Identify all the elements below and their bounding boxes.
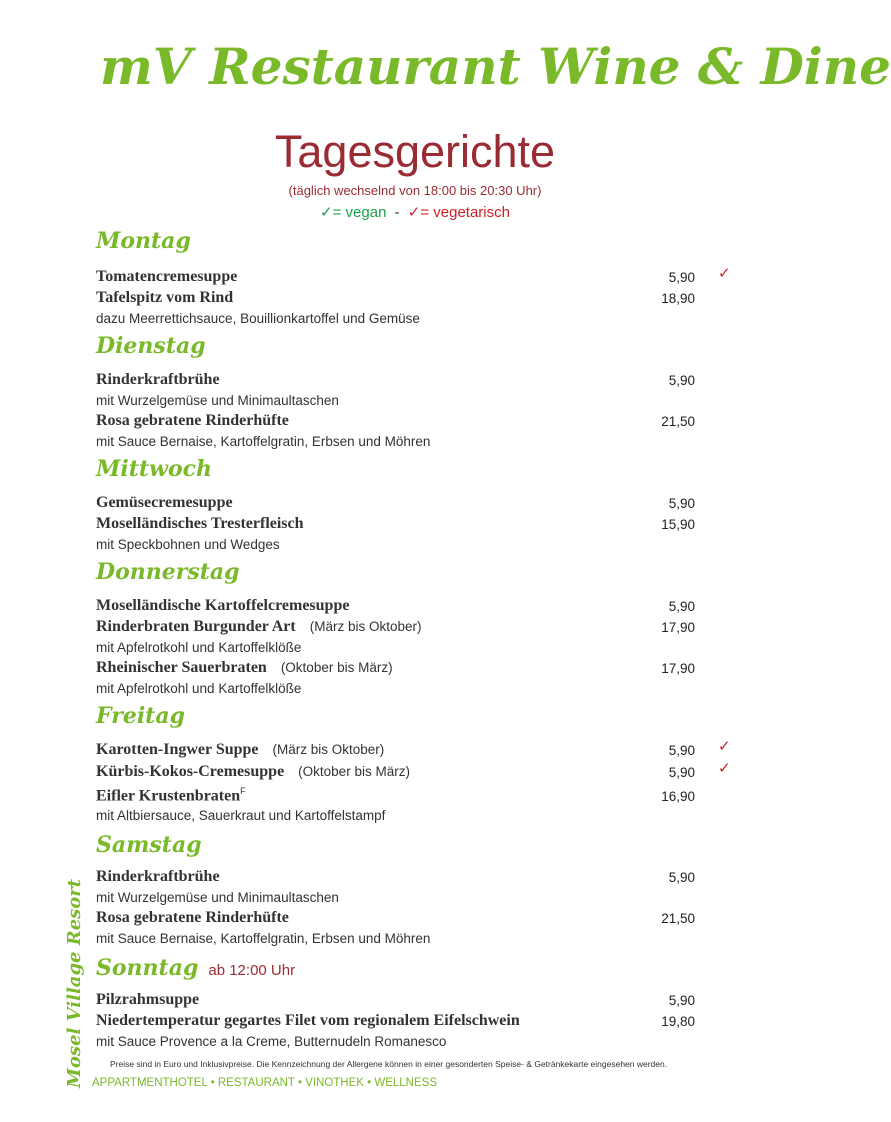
dish-price: 16,90 — [661, 789, 695, 804]
day-label: Sonntag — [96, 955, 199, 981]
dish-price: 19,80 — [661, 1014, 695, 1029]
vegan-legend — [320, 204, 386, 221]
allergen-mark: F — [240, 786, 246, 796]
vegan-label: = vegan — [332, 204, 387, 221]
dish-name: Pilzrahmsuppe — [96, 991, 200, 1008]
diet-legend — [0, 203, 830, 221]
dish-name: Rinderbraten Burgunder Art — [96, 618, 296, 635]
vegetarian-check-icon: ✓ — [718, 738, 731, 755]
opening-time: ab 12:00 Uhr — [208, 962, 296, 979]
dish-name: Moselländische Kartoffelcremesuppe — [96, 597, 350, 614]
day-heading-freitag: Freitag — [96, 703, 185, 729]
day-heading-samstag: Samstag — [96, 832, 202, 858]
check-icon: ✓ — [407, 204, 421, 221]
vegetarian-legend — [408, 204, 510, 221]
service-hours: (täglich wechselnd von 18:00 bis 20:30 Uhr) — [288, 183, 542, 198]
vegetarian-check-icon: ✓ — [718, 760, 731, 777]
dish-price: 18,90 — [661, 291, 695, 306]
dish-price: 17,90 — [661, 661, 695, 676]
vegetarian-label: = vegetarisch — [420, 204, 510, 221]
dish-row — [96, 741, 384, 759]
dish-price: 5,90 — [668, 496, 695, 511]
dish-description: mit Altbiersauce, Sauerkraut und Kartoffelstampf — [96, 808, 386, 823]
dish-row — [96, 786, 246, 805]
dish-row — [96, 763, 410, 781]
dish-name: Rinderkraftbrühe — [96, 371, 220, 388]
dish-price: 5,90 — [668, 599, 695, 614]
dish-price: 17,90 — [661, 620, 695, 635]
dish-price: 5,90 — [668, 270, 695, 285]
dish-name: Rheinischer Sauerbraten — [96, 659, 267, 676]
restaurant-logo: mV Restaurant Wine & Dine — [100, 37, 891, 96]
check-icon: ✓ — [320, 204, 333, 221]
dish-name: Gemüsecremesuppe — [96, 494, 233, 511]
dish-price: 5,90 — [668, 743, 695, 758]
legend-separator: - — [394, 204, 400, 221]
price-footnote: Preise sind in Euro und Inklusivpreise. Die Kennzeichnung der Allergene können in einer gesonderten Speise- & Getränkekarte eingesehen werden. — [110, 1059, 668, 1069]
season-note: (März bis Oktober) — [272, 742, 385, 757]
dish-name: Karotten-Ingwer Suppe — [96, 741, 259, 758]
dish-name: Rinderkraftbrühe — [96, 868, 220, 885]
season-note: (Oktober bis März) — [280, 660, 393, 675]
dish-price: 15,90 — [661, 517, 695, 532]
dish-description: mit Speckbohnen und Wedges — [96, 537, 280, 552]
footer-services: APPARTMENTHOTEL • RESTAURANT • VINOTHEK • WELLNESS — [92, 1077, 437, 1089]
dish-name: Niedertemperatur gegartes Filet vom regionalem Eifelschwein — [96, 1012, 520, 1029]
dish-price: 5,90 — [668, 993, 695, 1008]
day-heading-mittwoch: Mittwoch — [96, 456, 213, 482]
dish-name: Moselländisches Tresterfleisch — [96, 515, 304, 532]
dish-description: mit Apfelrotkohl und Kartoffelklöße — [96, 640, 302, 655]
day-heading-donnerstag: Donnerstag — [96, 559, 240, 585]
dish-description: dazu Meerrettichsauce, Bouillionkartoffel und Gemüse — [96, 311, 420, 326]
day-heading-dienstag: Dienstag — [96, 333, 206, 359]
dish-name: Kürbis-Kokos-Cremesuppe — [96, 763, 285, 780]
day-heading-sonntag — [96, 955, 295, 981]
dish-description: mit Sauce Provence a la Creme, Butternudeln Romanesco — [96, 1034, 447, 1049]
page-title: Tagesgerichte — [274, 126, 556, 177]
dish-row — [96, 618, 422, 636]
dish-name: Rosa gebratene Rinderhüfte — [96, 412, 289, 429]
dish-price: 5,90 — [668, 765, 695, 780]
dish-description: mit Sauce Bernaise, Kartoffelgratin, Erbsen und Möhren — [96, 434, 431, 449]
dish-name: Tafelspitz vom Rind — [96, 289, 234, 306]
dish-description: mit Wurzelgemüse und Minimaultaschen — [96, 393, 339, 408]
dish-price: 5,90 — [668, 373, 695, 388]
dish-description: mit Apfelrotkohl und Kartoffelklöße — [96, 681, 302, 696]
day-heading-montag: Montag — [96, 228, 191, 254]
dish-price: 21,50 — [661, 414, 695, 429]
dish-name: Rosa gebratene Rinderhüfte — [96, 909, 289, 926]
dish-name: Tomatencremesuppe — [96, 268, 238, 285]
dish-price: 21,50 — [661, 911, 695, 926]
season-note: (März bis Oktober) — [309, 619, 422, 634]
season-note: (Oktober bis März) — [298, 764, 410, 779]
dish-description: mit Wurzelgemüse und Minimaultaschen — [96, 890, 339, 905]
dish-name: Eifler Krustenbraten — [96, 787, 241, 805]
resort-side-label: Mosel Village Resort — [64, 878, 85, 1088]
dish-row — [96, 659, 393, 677]
dish-price: 5,90 — [668, 870, 695, 885]
vegetarian-check-icon: ✓ — [718, 265, 731, 282]
dish-description: mit Sauce Bernaise, Kartoffelgratin, Erbsen und Möhren — [96, 931, 431, 946]
